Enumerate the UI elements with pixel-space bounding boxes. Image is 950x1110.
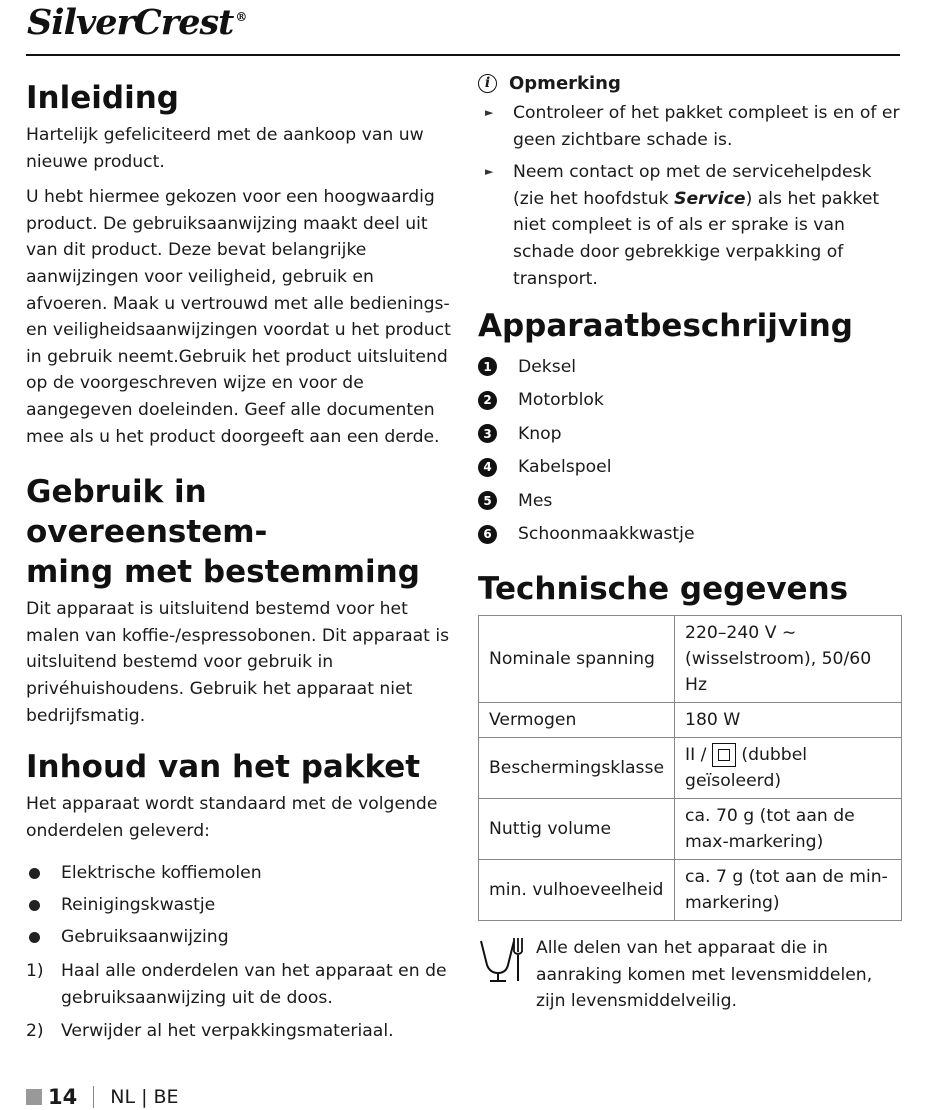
page-number: 14 bbox=[48, 1085, 78, 1109]
list-item: Gebruiksaanwijzing bbox=[26, 926, 451, 948]
page-marker-icon bbox=[26, 1089, 42, 1105]
package-contents-list bbox=[26, 862, 451, 948]
number-badge-icon: 2 bbox=[478, 391, 497, 410]
table-row bbox=[479, 738, 902, 799]
right-column bbox=[478, 72, 902, 1015]
intended-use-title bbox=[26, 472, 451, 592]
arrow-icon: ► bbox=[485, 106, 494, 119]
table-cell-label: Vermogen bbox=[479, 703, 675, 738]
footer-divider bbox=[93, 1086, 94, 1108]
section-intro bbox=[26, 78, 451, 450]
step-item: 2) Verwijder al het verpakkingsmateriaal. bbox=[26, 1021, 394, 1042]
package-contents-paragraph: Het apparaat wordt standaard met de volgende onderdelen geleverd: bbox=[26, 794, 438, 841]
table-row bbox=[479, 703, 902, 738]
intro-paragraph-2: U hebt hiermee gekozen voor een hoogwaardig product. De gebruiksaanwijzing maakt deel uit van dit product. Deze bevat belangrijke aanwijzingen voor veiligheid, gebruik en afvoeren. Maak u vertrouwd met alle bedienings- en veiligheidsaanwijzingen voordat u het product in gebruik neemt.Gebruik het product uitsluitend op de voorgeschreven wijze en voor de aangegeven doeleinden. Geef alle documenten mee als u het product doorgeeft aan een derde. bbox=[26, 187, 451, 447]
table-row bbox=[479, 860, 902, 921]
intended-use-paragraph: Dit apparaat is uitsluitend bestemd voor het malen van koffie-/espressobonen. Dit apparaat is uitsluitend bestemd voor gebruik in privéhuishoudens. Gebruik het apparaat niet bedrijfsmatig. bbox=[26, 599, 450, 726]
intended-use-title-line1: Gebruik in overeenstem- bbox=[26, 474, 268, 551]
brand-logo: SilverCrest ® bbox=[27, 2, 247, 43]
number-badge-icon: 1 bbox=[478, 357, 497, 376]
intended-use-title-line2: ming met bestemming bbox=[26, 554, 420, 591]
list-item: 3 Knop bbox=[478, 417, 902, 451]
device-description-title: Apparaatbeschrijving bbox=[478, 308, 853, 345]
list-item: Reinigingskwastje bbox=[26, 894, 451, 916]
list-item: 2 Motorblok bbox=[478, 384, 902, 418]
package-contents-title: Inhoud van het pakket bbox=[26, 749, 421, 786]
table-cell-label: Nuttig volume bbox=[479, 799, 675, 860]
list-item: 1 Deksel bbox=[478, 350, 902, 384]
list-item: Elektrische koffiemolen bbox=[26, 862, 451, 884]
table-cell-value: II / (dubbel geïsoleerd) bbox=[675, 738, 902, 799]
list-item: ► Controleer of het pakket compleet is en of er geen zichtbare schade is. bbox=[478, 100, 902, 153]
brand-name: SilverCrest bbox=[27, 2, 234, 43]
service-reference: Service bbox=[674, 188, 746, 209]
number-badge-icon: 4 bbox=[478, 458, 497, 477]
section-intended-use bbox=[26, 472, 451, 729]
bullet-icon bbox=[29, 900, 40, 911]
specs-table bbox=[478, 615, 902, 921]
table-row bbox=[479, 616, 902, 703]
number-badge-icon: 3 bbox=[478, 424, 497, 443]
number-badge-icon: 6 bbox=[478, 525, 497, 544]
food-safe-note bbox=[478, 935, 902, 1015]
section-technical-data bbox=[478, 569, 902, 921]
list-item: 4 Kabelspoel bbox=[478, 451, 902, 485]
section-package-contents bbox=[26, 747, 451, 1045]
note-list bbox=[478, 100, 902, 292]
note-title: Opmerking bbox=[509, 72, 621, 94]
food-safe-glass-fork-icon bbox=[478, 935, 524, 985]
page-footer bbox=[26, 1085, 179, 1109]
left-column bbox=[26, 78, 451, 1052]
language-code: NL | BE bbox=[110, 1086, 179, 1108]
parts-list bbox=[478, 350, 902, 551]
table-row bbox=[479, 799, 902, 860]
table-cell-value: ca. 70 g (tot aan de max-markering) bbox=[675, 799, 902, 860]
table-cell-value: ca. 7 g (tot aan de min-markering) bbox=[675, 860, 902, 921]
table-cell-label: Nominale spanning bbox=[479, 616, 675, 703]
list-item: 5 Mes bbox=[478, 484, 902, 518]
table-cell-value: 180 W bbox=[675, 703, 902, 738]
bullet-icon bbox=[29, 932, 40, 943]
list-item: 6 Schoonmaakkwastje bbox=[478, 518, 902, 552]
step-item: 1) Haal alle onderdelen van het apparaat en de gebruiksaanwijzing uit de doos. bbox=[26, 961, 447, 1008]
number-badge-icon: 5 bbox=[478, 491, 497, 510]
list-item: ► Neem contact op met de servicehelpdesk (zie het hoofdstuk Service) als het pakket niet compleet is of als er sprake is van schade door gebrekkige verpakking of transport. bbox=[478, 159, 902, 292]
food-safe-text: Alle delen van het apparaat die in aanraking komen met levensmiddelen, zijn levensmiddelveilig. bbox=[536, 938, 873, 1012]
technical-data-title: Technische gegevens bbox=[478, 571, 849, 608]
unpacking-steps bbox=[26, 958, 451, 1045]
arrow-icon: ► bbox=[485, 165, 494, 179]
table-cell-label: Beschermingsklasse bbox=[479, 738, 675, 799]
table-cell-value: 220–240 V ∼ (wisselstroom), 50/60 Hz bbox=[675, 616, 902, 703]
section-device-description bbox=[478, 306, 902, 551]
bullet-icon bbox=[29, 868, 40, 879]
double-insulation-icon bbox=[712, 743, 736, 767]
info-icon: i bbox=[478, 74, 497, 93]
note-heading bbox=[478, 68, 902, 98]
intro-paragraph-1: Hartelijk gefeliciteerd met de aankoop van uw nieuwe product. bbox=[26, 125, 424, 172]
header-rule bbox=[26, 54, 900, 56]
section-note bbox=[478, 68, 902, 292]
table-cell-label: min. vulhoeveelheid bbox=[479, 860, 675, 921]
intro-title: Inleiding bbox=[26, 80, 179, 116]
